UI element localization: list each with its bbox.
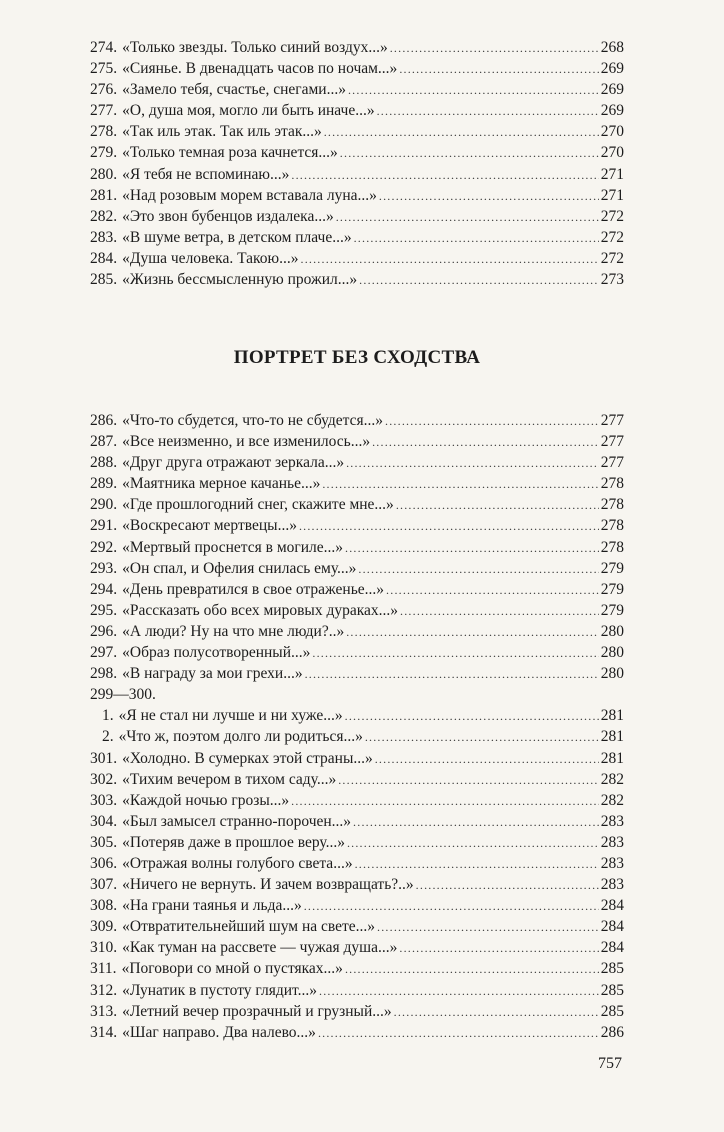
toc-entry — [90, 684, 624, 705]
toc-entry — [90, 121, 624, 142]
entry-page: 282 — [600, 791, 624, 809]
entry-page: 279 — [600, 559, 624, 577]
entry-number: 310. — [90, 939, 118, 957]
dot-leader — [354, 228, 599, 249]
entry-page: 283 — [600, 833, 624, 851]
entry-number: 284. — [90, 249, 118, 267]
entry-title: «Воскресают мертвецы...» — [122, 517, 297, 535]
entry-page: 277 — [600, 412, 624, 429]
entry-title: «Лунатик в пустоту глядит...» — [122, 981, 318, 999]
entry-page: 285 — [600, 1002, 624, 1020]
entry-title: «Мертвый проснется в могиле...» — [122, 538, 344, 556]
toc-entry — [90, 431, 624, 452]
entry-page: 270 — [600, 123, 624, 141]
toc-entry — [90, 874, 624, 895]
dot-leader — [399, 938, 598, 959]
toc-entry — [90, 269, 624, 290]
entry-page: 280 — [600, 622, 624, 640]
dot-leader — [365, 727, 599, 748]
entry-title: «Рассказать обо всех мировых дураках...» — [122, 601, 399, 619]
toc-entry — [90, 621, 624, 642]
entry-number: 1. — [102, 707, 114, 725]
entry-number: 306. — [90, 854, 118, 872]
entry-page: 284 — [600, 897, 624, 915]
page-number: 757 — [598, 1055, 622, 1072]
entry-title: «Душа человека. Такою...» — [122, 249, 299, 267]
section-heading: ПОРТРЕТ БЕЗ СХОДСТВА — [233, 347, 481, 368]
entry-number: 280. — [90, 165, 118, 183]
dot-leader — [322, 474, 598, 495]
entry-number: 309. — [90, 918, 118, 936]
entry-title: «Летний вечер прозрачный и грузный...» — [122, 1002, 392, 1020]
entry-title: «Что ж, поэтом долго ли родиться...» — [118, 728, 363, 746]
entry-page: 269 — [600, 81, 624, 99]
entry-number: 299—300. — [90, 686, 156, 704]
entry-number: 302. — [90, 770, 118, 788]
toc-list-1 — [90, 37, 624, 290]
toc-entry — [90, 642, 624, 663]
dot-leader — [318, 1023, 599, 1044]
dot-leader — [346, 622, 599, 643]
toc-entry — [90, 916, 624, 937]
entry-title: «Он спал, и Офелия снилась ему...» — [122, 559, 357, 577]
dot-leader — [338, 770, 599, 791]
entry-number: 297. — [90, 644, 118, 662]
entry-page: 283 — [600, 812, 624, 830]
entry-number: 287. — [90, 433, 118, 451]
dot-leader — [336, 207, 599, 228]
dot-leader — [340, 143, 599, 164]
entry-title: «Ничего не вернуть. И зачем возвращать?..» — [122, 876, 414, 894]
entry-title: «Где прошлогодний снег, скажите мне...» — [122, 496, 394, 514]
entry-number: 282. — [90, 207, 118, 225]
toc-entry — [90, 832, 624, 853]
entry-title: «Над розовым морем вставала луна...» — [122, 186, 377, 204]
entry-number: 286. — [90, 412, 118, 429]
entry-number: 283. — [90, 228, 118, 246]
dot-leader — [399, 59, 598, 80]
entry-page: 277 — [600, 454, 624, 472]
entry-title: «Что-то сбудется, что-то не сбудется...» — [122, 412, 384, 429]
dot-leader — [304, 896, 599, 917]
entry-page: 273 — [600, 271, 624, 289]
entry-number: 301. — [90, 749, 118, 767]
entry-page: 284 — [600, 939, 624, 957]
dot-leader — [375, 749, 599, 770]
toc-entry — [90, 895, 624, 916]
entry-page: 281 — [600, 749, 624, 767]
entry-number: 314. — [90, 1023, 118, 1041]
entry-number: 294. — [90, 580, 118, 598]
entry-number: 274. — [90, 39, 118, 56]
entry-number: 304. — [90, 812, 118, 830]
dot-leader — [291, 791, 599, 812]
entry-page: 285 — [600, 981, 624, 999]
toc-entry — [90, 853, 624, 874]
toc-entry — [90, 248, 624, 269]
entry-title: «О, душа моя, могло ли быть иначе...» — [122, 102, 375, 120]
dot-leader — [345, 959, 599, 980]
entry-number: 277. — [90, 102, 118, 120]
entry-title: «Так иль этак. Так иль этак...» — [122, 123, 322, 141]
toc-entry — [90, 579, 624, 600]
entry-title: «А люди? Ну на что мне люди?..» — [122, 622, 345, 640]
entry-number: 290. — [90, 496, 118, 514]
dot-leader — [345, 706, 599, 727]
toc-entry — [90, 410, 624, 431]
entry-title: «Отвратительнейший шум на свете...» — [122, 918, 376, 936]
toc-entry — [90, 958, 624, 979]
entry-title: «Только темная роза качнется...» — [122, 144, 338, 162]
dot-leader — [353, 812, 599, 833]
entry-number: 295. — [90, 601, 118, 619]
entry-number: 278. — [90, 123, 118, 141]
toc-entry — [90, 558, 624, 579]
entry-page: 272 — [600, 207, 624, 225]
entry-number: 279. — [90, 144, 118, 162]
dot-leader — [359, 270, 599, 291]
entry-title: «В награду за мои грехи...» — [122, 665, 303, 683]
entry-number: 305. — [90, 833, 118, 851]
entry-title: «Тихим вечером в тихом саду...» — [122, 770, 337, 788]
dot-leader — [312, 643, 598, 664]
entry-number: 285. — [90, 271, 118, 289]
entry-page: 271 — [600, 165, 624, 183]
dot-leader — [394, 1002, 599, 1023]
entry-page: 282 — [600, 770, 624, 788]
entry-page: 284 — [600, 918, 624, 936]
dot-leader — [390, 38, 599, 59]
dot-leader — [377, 917, 599, 938]
entry-number: 308. — [90, 897, 118, 915]
entry-title: «Отражая волны голубого света...» — [122, 854, 353, 872]
entry-number: 276. — [90, 81, 118, 99]
dot-leader — [319, 981, 599, 1002]
entry-page: 281 — [600, 728, 624, 746]
dot-leader — [355, 854, 599, 875]
toc-entry — [90, 705, 624, 726]
entry-title: «День превратился в свое отраженье...» — [122, 580, 385, 598]
toc-entry — [90, 1022, 624, 1043]
toc-entry — [90, 537, 624, 558]
dot-leader — [377, 101, 599, 122]
toc-entry — [90, 227, 624, 248]
entry-page: 272 — [600, 228, 624, 246]
entry-number: 289. — [90, 475, 118, 493]
entry-page: 280 — [600, 644, 624, 662]
toc-entry — [90, 790, 624, 811]
entry-number: 298. — [90, 665, 118, 683]
entry-title: «Только звезды. Только синий воздух...» — [122, 39, 388, 56]
dot-leader — [299, 516, 599, 537]
entry-title: «Все неизменно, и все изменилось...» — [122, 433, 371, 451]
toc-entry — [90, 980, 624, 1001]
entry-title: «Был замысел странно-порочен...» — [122, 812, 352, 830]
dot-leader — [379, 186, 599, 207]
entry-number: 303. — [90, 791, 118, 809]
toc-entry — [90, 663, 624, 684]
entry-page: 271 — [600, 186, 624, 204]
entry-title: «Холодно. В сумерках этой страны...» — [122, 749, 373, 767]
toc-entry — [90, 726, 624, 747]
toc-entry — [90, 515, 624, 536]
toc-entry — [90, 206, 624, 227]
entry-number: 313. — [90, 1002, 118, 1020]
entry-title: «Каждой ночью грозы...» — [122, 791, 290, 809]
dot-leader — [291, 165, 598, 186]
dot-leader — [416, 875, 599, 896]
dot-leader — [301, 249, 599, 270]
entry-title: «Маятника мерное качанье...» — [122, 475, 321, 493]
dot-leader — [324, 122, 599, 143]
entry-page: 278 — [600, 517, 624, 535]
toc-entry — [90, 37, 624, 58]
toc-entry — [90, 100, 624, 121]
entry-page: 286 — [600, 1023, 624, 1041]
dot-leader — [346, 453, 599, 474]
toc-entry — [90, 1001, 624, 1022]
toc-list-2 — [90, 410, 624, 1043]
entry-number: 311. — [90, 960, 117, 978]
entry-page: 272 — [600, 249, 624, 267]
entry-page: 270 — [600, 144, 624, 162]
entry-page: 283 — [600, 876, 624, 894]
dot-leader — [305, 664, 599, 685]
entry-title: «Это звон бубенцов издалека...» — [122, 207, 334, 225]
toc-entry — [90, 473, 624, 494]
dot-leader — [372, 432, 599, 453]
dot-leader — [358, 559, 598, 580]
dot-leader — [400, 601, 599, 622]
toc-entry — [90, 185, 624, 206]
entry-title: «Друг друга отражают зеркала...» — [122, 454, 345, 472]
toc-entry — [90, 79, 624, 100]
entry-number: 288. — [90, 454, 118, 472]
entry-number: 296. — [90, 622, 118, 640]
entry-page: 278 — [600, 538, 624, 556]
entry-number: 291. — [90, 517, 118, 535]
entry-number: 293. — [90, 559, 118, 577]
entry-title: «Я не стал ни лучше и ни хуже...» — [118, 707, 343, 725]
dot-leader — [385, 411, 599, 432]
entry-page: 277 — [600, 433, 624, 451]
entry-title: «Замело тебя, счастье, снегами...» — [122, 81, 346, 99]
entry-number: 292. — [90, 538, 118, 556]
entry-page: 281 — [600, 707, 624, 725]
toc-entry — [90, 748, 624, 769]
toc-entry — [90, 142, 624, 163]
entry-page: 285 — [600, 960, 624, 978]
toc-entry — [90, 164, 624, 185]
entry-page: 278 — [600, 475, 624, 493]
dot-leader — [386, 580, 599, 601]
dot-leader — [347, 833, 599, 854]
entry-title: «Поговори со мной о пустяках...» — [121, 960, 343, 978]
entry-title: «Образ полусотворенный...» — [122, 644, 311, 662]
entry-page: 279 — [600, 601, 624, 619]
toc-entry — [90, 452, 624, 473]
entry-number: 307. — [90, 876, 118, 894]
dot-leader — [396, 495, 599, 516]
entry-title: «Жизнь бессмысленную прожил...» — [122, 271, 358, 289]
toc-entry — [90, 937, 624, 958]
entry-page: 280 — [600, 665, 624, 683]
dot-leader — [345, 538, 599, 559]
entry-number: 275. — [90, 60, 118, 78]
toc-entry — [90, 600, 624, 621]
dot-leader — [348, 80, 599, 101]
entry-number: 281. — [90, 186, 118, 204]
entry-title: «Я тебя не вспоминаю...» — [122, 165, 290, 183]
entry-title: «В шуме ветра, в детском плаче...» — [122, 228, 352, 246]
entry-number: 312. — [90, 981, 118, 999]
toc-entry — [90, 811, 624, 832]
entry-title: «На грани таянья и льда...» — [122, 897, 302, 915]
entry-page: 269 — [600, 60, 624, 78]
toc-entry — [90, 769, 624, 790]
entry-title: «Как туман на рассвете — чужая душа...» — [122, 939, 398, 957]
entry-title: «Сиянье. В двенадцать часов по ночам...» — [122, 60, 398, 78]
entry-number: 2. — [102, 728, 114, 746]
entry-title: «Шаг направо. Два налево...» — [122, 1023, 316, 1041]
toc-entry — [90, 58, 624, 79]
entry-page: 283 — [600, 854, 624, 872]
entry-page: 279 — [600, 580, 624, 598]
entry-title: «Потеряв даже в прошлое веру...» — [122, 833, 345, 851]
toc-entry — [90, 494, 624, 515]
entry-page: 278 — [600, 496, 624, 514]
entry-page: 269 — [600, 102, 624, 120]
entry-page: 268 — [600, 39, 624, 56]
